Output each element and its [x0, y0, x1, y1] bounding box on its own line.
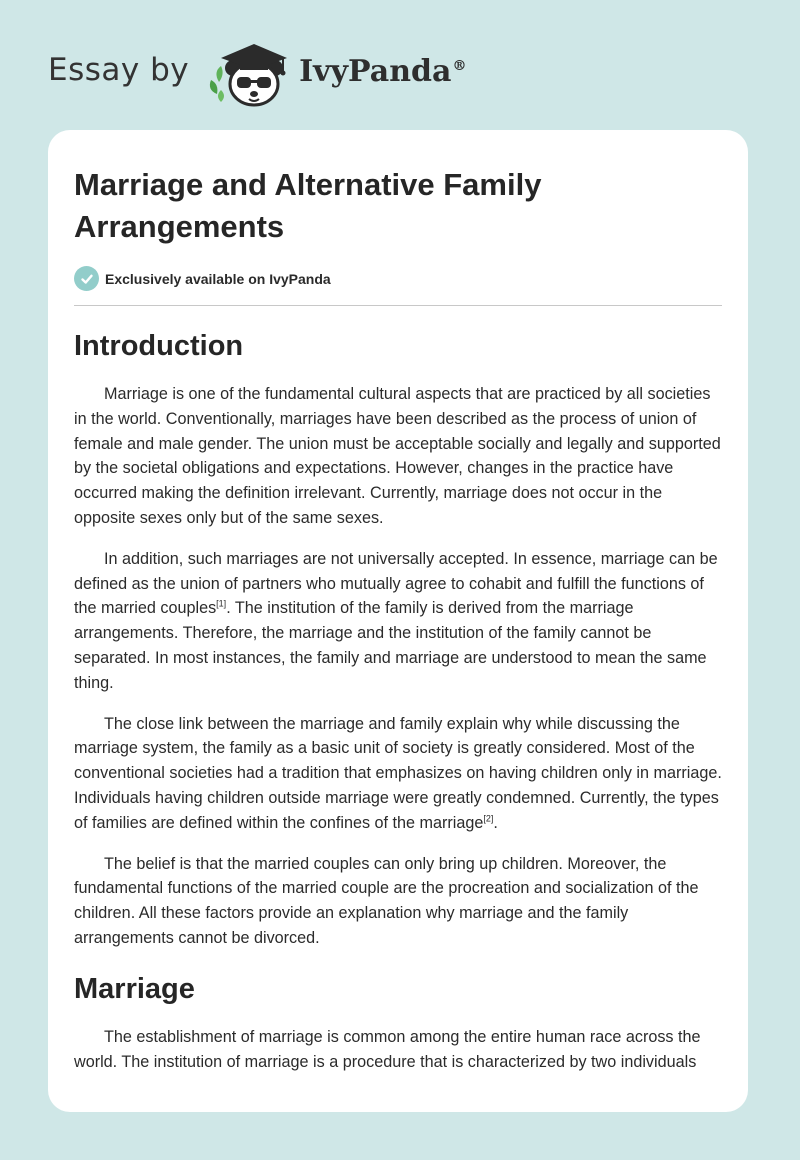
section-heading-introduction: Introduction: [74, 330, 244, 362]
registered-mark: ®: [452, 57, 467, 74]
paragraph-5: The establishment of marriage is common among the entire human race across the world. The institution of marriage is a procedure that is characterized by two individuals: [74, 1027, 701, 1071]
paragraph-3: [74, 712, 722, 836]
paragraph-2-text-a: In addition, such marriages are not universally accepted. In essence, marriage can be defined as the union of partners who mutually agree to cohabit and fulfill the functions of the married couples: [74, 549, 718, 618]
brand-name: [299, 54, 466, 89]
article-title: Marriage and Alternative Family Arrangements: [74, 167, 542, 244]
panda-logo-icon[interactable]: [207, 36, 297, 110]
article-card: [48, 130, 748, 1112]
checkmark-icon: [74, 266, 99, 291]
paragraph-1: Marriage is one of the fundamental cultural aspects that are practiced by all societies in the world. Conventionally, marriages have been described as the process of union of female and male gender. The union must be acceptable socially and legally and supported by the societal obligations and expectations. However, changes in the practice have occurred making the definition irrelevant. Currently, marriage does not occur in the opposite sexes only but of the same sexes.: [74, 385, 721, 527]
citation-link-1[interactable]: [1]: [216, 598, 227, 609]
title-divider: [74, 305, 722, 306]
brand-header: [48, 36, 466, 110]
paragraph-4: The belief is that the married couples can only bring up children. Moreover, the fundamental functions of the married couple are the procreation and socialization of the children. All these factors provide an explanation why marriage and the family arrangements cannot be divorced.: [74, 854, 699, 947]
section-heading-marriage: Marriage: [74, 972, 195, 1005]
paragraph-2-text-b: . The institution of the family is derived from the marriage arrangements. Therefore, the marriage and the institution of the family cannot be separated. In most instances, the family and marriage are understood to mean the same thing.: [74, 599, 707, 692]
brand-name-text: IvyPanda: [299, 53, 452, 89]
paragraph-2: [74, 547, 722, 696]
citation-link-2[interactable]: [2]: [483, 813, 494, 824]
exclusive-badge-label: Exclusively available on IvyPanda: [105, 270, 331, 287]
paragraph-3-text-b: .: [493, 813, 498, 832]
exclusive-badge: [74, 266, 722, 291]
paragraph-3-text-a: The close link between the marriage and family explain why while discussing the marriage system, the family as a basic unit of society is greatly considered. Most of the conventional societies had a tradition that emphasizes on having children only in marriage. Individuals having children outside marriage were greatly condemned. Currently, the types of families are defined within the confines of the marriage: [74, 714, 722, 832]
brand-prefix: Essay by: [48, 52, 190, 88]
